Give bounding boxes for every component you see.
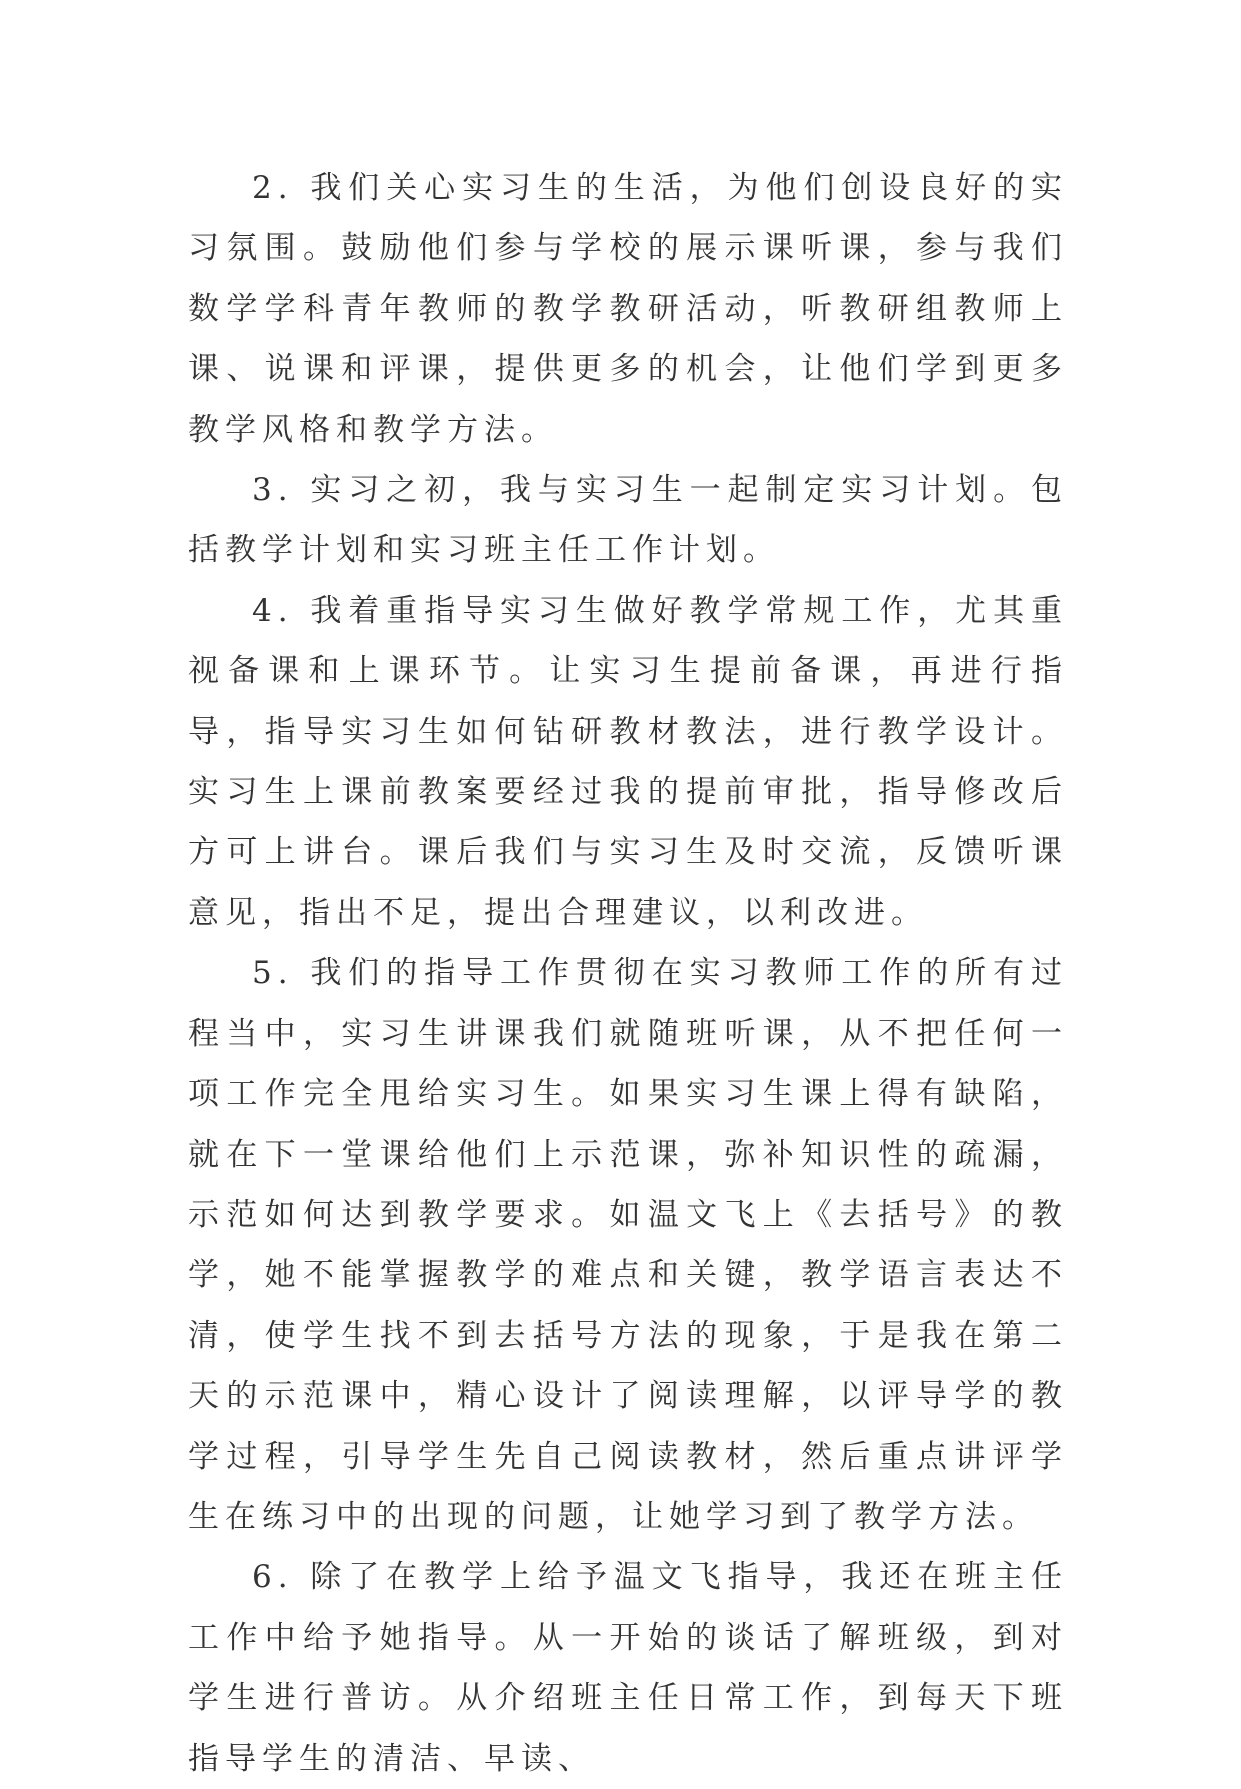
document-body [188,158,1068,1789]
paragraph-6: 6. 除了在教学上给予温文飞指导，我还在班主任工作中给予她指导。从一开始的谈话了解班级，到对学生进行普访。从介绍班主任日常工作，到每天下班指导学生的清洁、早读、 [188,1559,1068,1777]
paragraph-4: 4. 我着重指导实习生做好教学常规工作，尤其重视备课和上课环节。让实习生提前备课，再进行指导，指导实习生如何钻研教材教法，进行教学设计。实习生上课前教案要经过我的提前审批，指导修改后方可上讲台。课后我们与实习生及时交流，反馈听课意见，指出不足，提出合理建议，以利改进。 [188,592,1068,931]
paragraph-2: 2. 我们关心实习生的生活，为他们创设良好的实习氛围。鼓励他们参与学校的展示课听课，参与我们数学学科青年教师的教学教研活动，听教研组教师上课、说课和评课，提供更多的机会，让他们学到更多教学风格和教学方法。 [188,170,1068,448]
paragraph-3: 3. 实习之初，我与实习生一起制定实习计划。包括教学计划和实习班主任工作计划。 [188,472,1068,569]
paragraph-5: 5. 我们的指导工作贯彻在实习教师工作的所有过程当中，实习生讲课我们就随班听课，从不把任何一项工作完全甩给实习生。如果实习生课上得有缺陷，就在下一堂课给他们上示范课，弥补知识性的疏漏，示范如何达到教学要求。如温文飞上《去括号》的教学，她不能掌握教学的难点和关键，教学语言表达不清，使学生找不到去括号方法的现象，于是我在第二天的示范课中，精心设计了阅读理解，以评导学的教学过程，引导学生先自己阅读教材，然后重点讲评学生在练习中的出现的问题，让她学习到了教学方法。 [188,955,1068,1535]
